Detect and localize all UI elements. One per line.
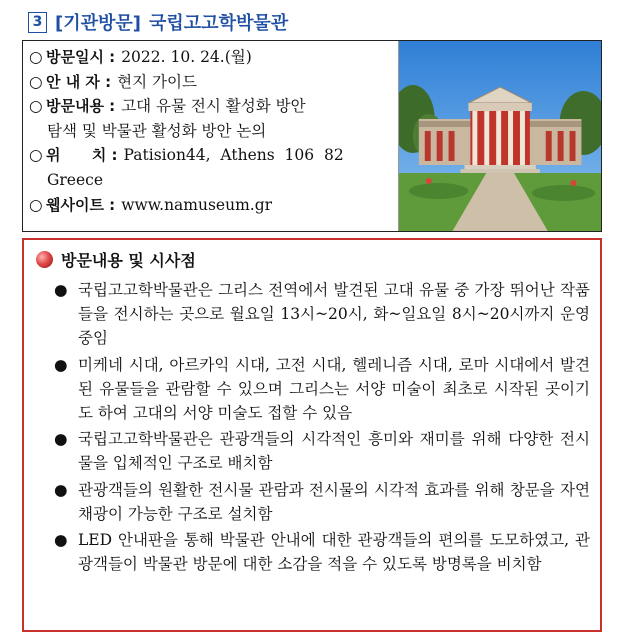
findings-list bbox=[36, 278, 590, 576]
info-row-guide bbox=[29, 70, 394, 95]
info-value: 고대 유물 전시 활성화 방안 bbox=[121, 97, 306, 116]
info-row-date bbox=[29, 45, 394, 70]
bullet-dot-icon: ● bbox=[54, 480, 68, 499]
findings-title: 방문내용 및 시사점 bbox=[61, 250, 196, 270]
circle-bullet-icon: ○ bbox=[29, 48, 43, 66]
info-row-content bbox=[29, 94, 394, 119]
list-item-text: 관광객들의 원활한 전시물 관람과 전시물의 시각적 효과를 위해 창문을 자연채광이 가능한 구조로 설치함 bbox=[78, 480, 590, 523]
section-tag: [기관방문] bbox=[55, 13, 142, 34]
info-row-location-continued: Greece bbox=[47, 170, 103, 189]
red-ball-icon bbox=[36, 251, 53, 268]
info-value: 2022. 10. 24.(월) bbox=[121, 48, 252, 66]
info-key: 방문내용 : bbox=[46, 97, 116, 116]
info-value: Patision44, Athens 106 82 bbox=[123, 146, 344, 165]
list-item-text: LED 안내판을 통해 박물관 안내에 대한 관광객들의 편의를 도모하였고, 관광객들이 박물관 방문에 대한 소감을 적을 수 있도록 방명록을 비치함 bbox=[78, 531, 590, 574]
info-row-location bbox=[29, 143, 394, 168]
list-item-text: 미케네 시대, 아르카익 시대, 고전 시대, 헬레니즘 시대, 로마 시대에서 발견된 유물들을 관람할 수 있으며 그리스는 서양 미술이 최초로 시작된 곳이기도 하여 고대의 서양 미술도 접할 수 있음 bbox=[78, 355, 590, 423]
section-heading bbox=[28, 8, 288, 36]
circle-bullet-icon: ○ bbox=[29, 97, 43, 116]
museum-photo bbox=[398, 41, 601, 231]
circle-bullet-icon: ○ bbox=[29, 146, 43, 165]
visit-info-box bbox=[22, 40, 602, 232]
list-item-text: 국립고고학박물관은 관광객들의 시각적인 흥미와 재미를 위해 다양한 전시물을 입체적인 구조로 배치함 bbox=[78, 430, 590, 473]
bullet-dot-icon: ● bbox=[54, 281, 68, 299]
museum-photo-illustration bbox=[399, 41, 601, 231]
info-key: 안 내 자 : bbox=[46, 72, 112, 91]
bullet-dot-icon: ● bbox=[54, 531, 68, 550]
list-item bbox=[36, 478, 590, 526]
list-item-text: 국립고고학박물관은 그리스 전역에서 발견된 고대 유물 중 가장 뛰어난 작품들을 전시하는 곳으로 월요일 13시~20시, 화~일요일 8시~20시까지 운영 중임 bbox=[78, 281, 590, 348]
visit-info-list bbox=[23, 41, 398, 231]
info-row-website bbox=[29, 193, 394, 218]
section-number: 3 bbox=[28, 12, 47, 33]
bullet-dot-icon: ● bbox=[54, 430, 68, 449]
info-key: 위 치 : bbox=[46, 146, 118, 165]
info-key: 웹사이트 : bbox=[46, 195, 116, 214]
list-item bbox=[36, 427, 590, 475]
list-item bbox=[36, 528, 590, 576]
info-row-content-continued: 탐색 및 박물관 활성화 방안 논의 bbox=[47, 121, 267, 140]
section-title: 국립고고학박물관 bbox=[149, 13, 289, 34]
findings-box bbox=[22, 238, 602, 632]
findings-header bbox=[36, 246, 590, 272]
bullet-dot-icon: ● bbox=[54, 355, 68, 374]
website-link[interactable]: www.namuseum.gr bbox=[121, 195, 273, 214]
info-value: 현지 가이드 bbox=[117, 72, 197, 91]
list-item bbox=[36, 353, 590, 426]
circle-bullet-icon: ○ bbox=[29, 195, 43, 214]
circle-bullet-icon: ○ bbox=[29, 72, 43, 91]
info-key: 방문일시 : bbox=[46, 48, 116, 66]
list-item bbox=[36, 278, 590, 351]
